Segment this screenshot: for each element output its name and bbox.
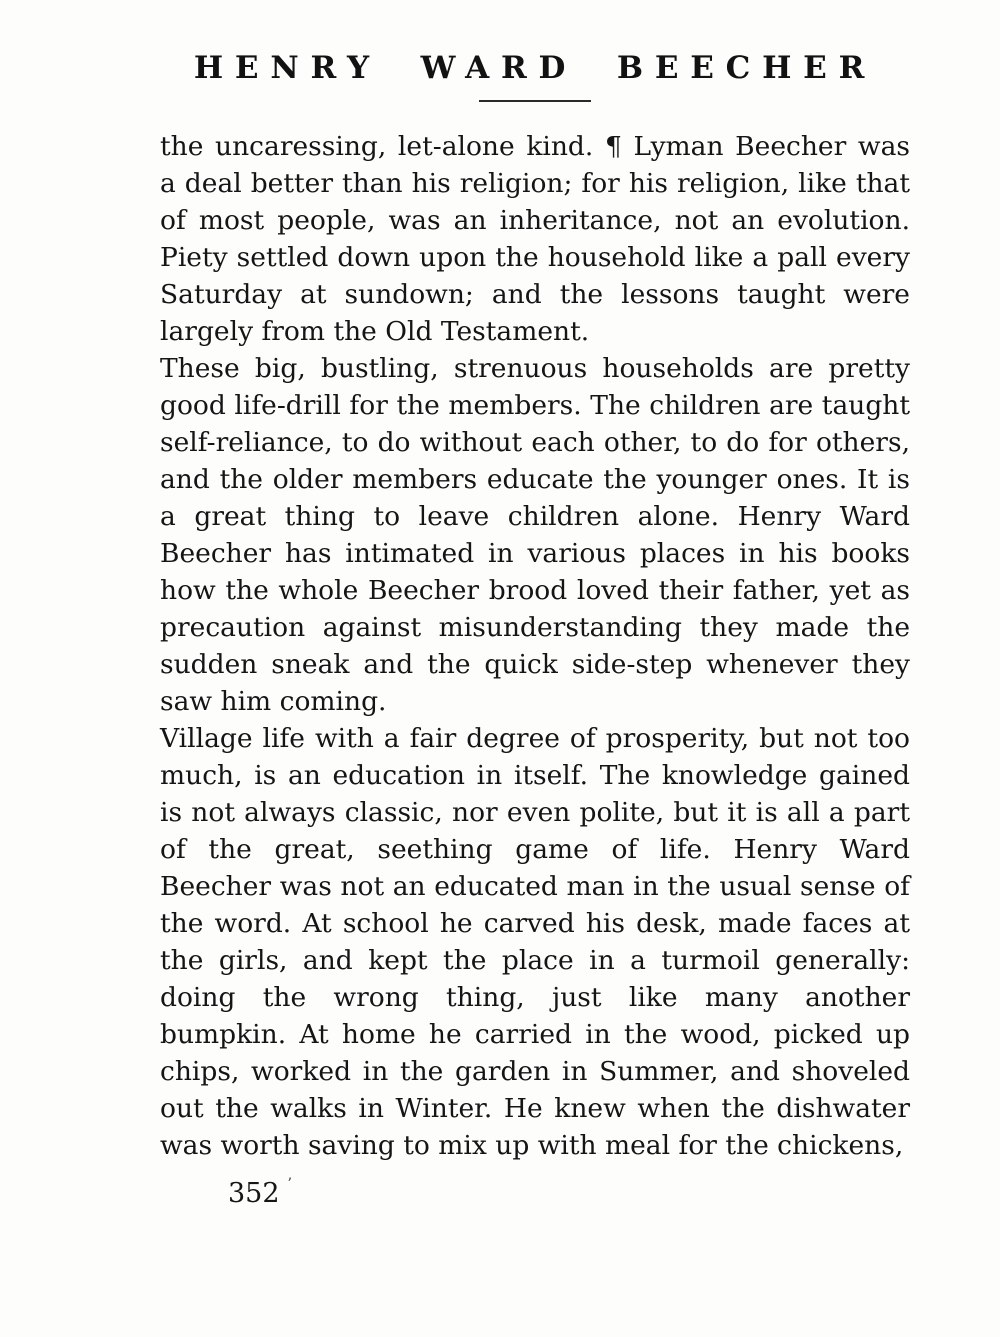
paragraph: These big, bustling, strenuous households are pretty good life-drill for the members. The children are taught self-reliance, to do without each other, to do for others, and the older members educate the younger ones. It is a great thing to leave children alone. Henry Ward Beecher has intimated in various places in his books how the whole Beecher brood loved their father, yet as precaution against misunderstanding they made the sudden sneak and the quick side-step whenever they saw him coming.: [160, 353, 910, 717]
title-rule-divider: [479, 100, 591, 102]
body-text: [160, 128, 910, 1164]
paragraph: Village life with a fair degree of prosperity, but not too much, is an education in itself. The knowledge gained is not always classic, nor even polite, but it is all a part of the great, seething game of life. Henry Ward Beecher was not an educated man in the usual sense of the word. At school he carved his desk, made faces at the girls, and kept the place in a turmoil generally: doing the wrong thing, just like many another bumpkin. At home he carried in the wood, picked up chips, worked in the garden in Summer, and shoveled out the walks in Winter. He knew when the dishwater was worth saving to mix up with meal for the chickens,: [160, 723, 910, 1161]
scan-speck: ’: [287, 1176, 292, 1192]
page-number-value: 352: [228, 1178, 280, 1209]
content-column: [160, 50, 910, 1212]
page-number: [228, 1166, 910, 1212]
paragraph: the uncaressing, let-alone kind. ¶ Lyman Beecher was a deal better than his religion; for his religion, like that of most people, was an inheritance, not an evolution. Piety settled down upon the household like a pall every Saturday at sundown; and the lessons taught were largely from the Old Testament.: [160, 131, 910, 347]
page-title: HENRY WARD BEECHER: [193, 50, 877, 86]
